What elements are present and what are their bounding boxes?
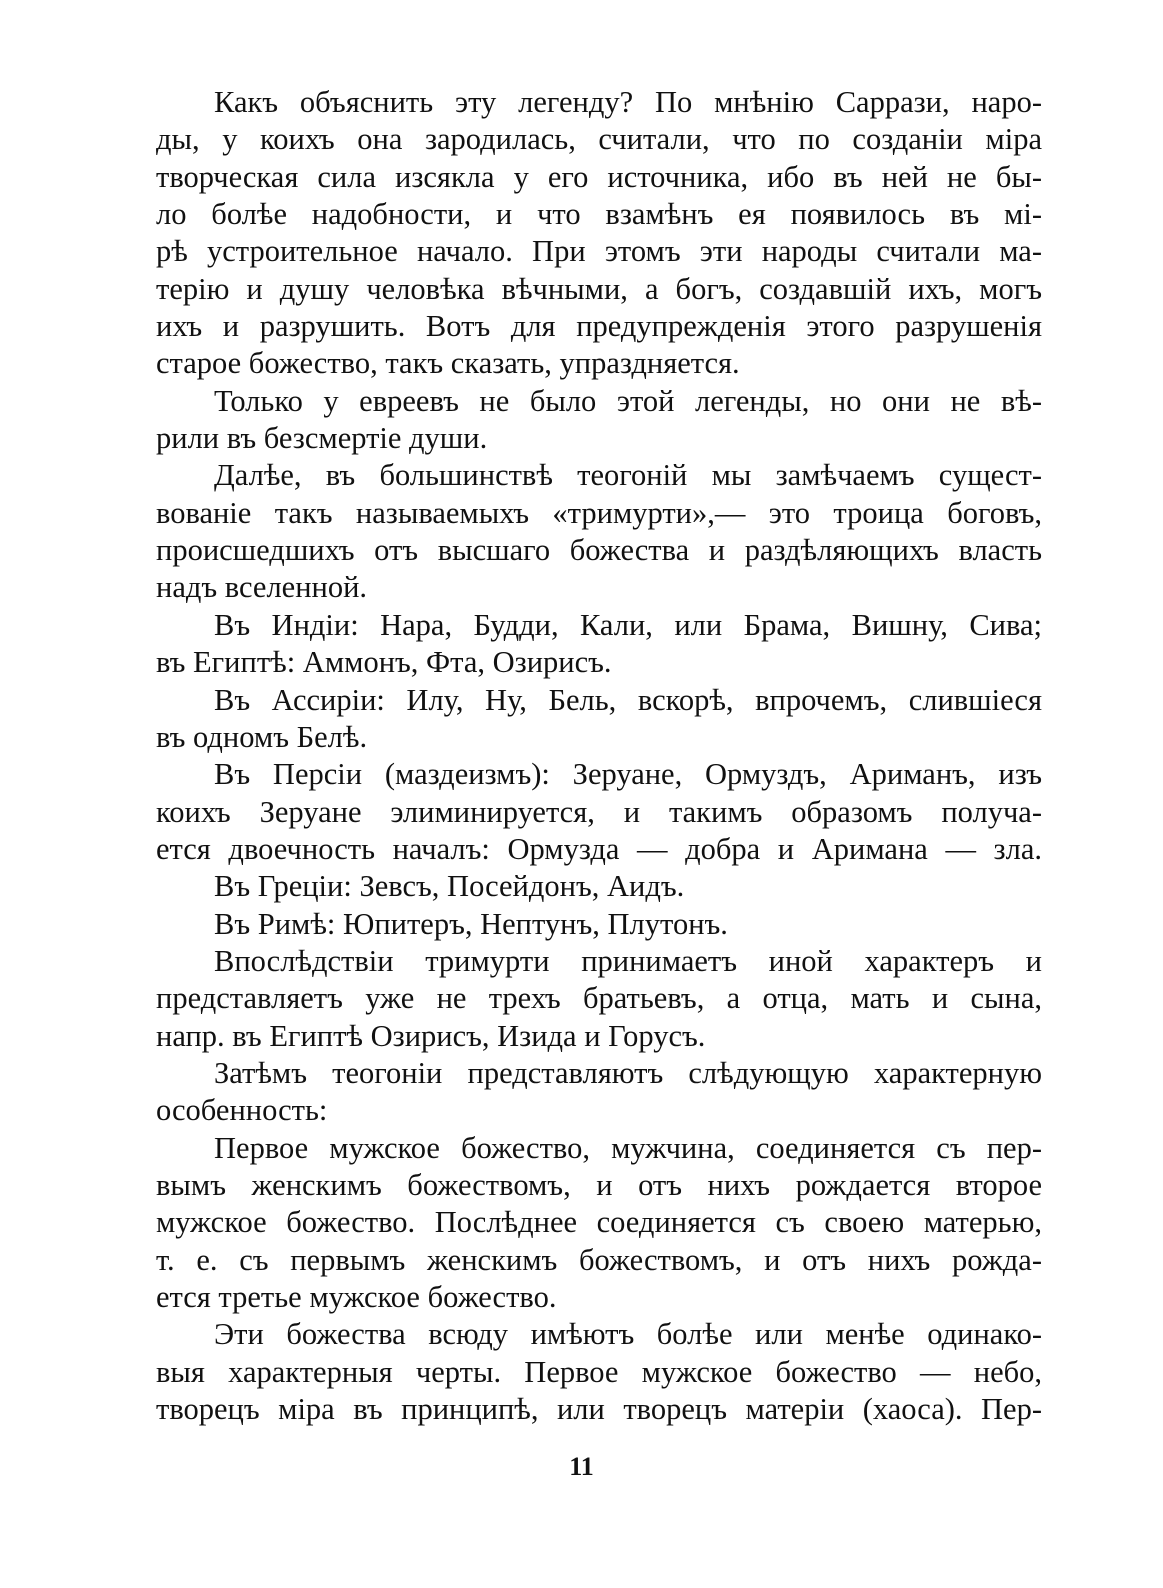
text-line: ется третье мужское божество. — [156, 1280, 557, 1314]
text-line: представляетъ уже не трехъ братьевъ, а отца, мать и сына, — [156, 981, 1042, 1016]
text-line: ихъ и разрушить. Вотъ для предупрежденія этого разрушенія — [156, 309, 1042, 344]
text-line: ется двоечность началъ: Ормузда — добра и Аримана — зла. — [156, 831, 1042, 866]
text-line: Впослѣдствіи тримурти принимаетъ иной характеръ и — [214, 943, 1042, 978]
text-line: терію и душу человѣка вѣчными, а богъ, создавшій ихъ, могъ — [156, 271, 1042, 306]
text-line: вымъ женскимъ божествомъ, и отъ нихъ рождается второе — [156, 1167, 1042, 1202]
text-line: ло болѣе надобности, и что взамѣнъ ея появилось въ мі- — [156, 197, 1042, 232]
text-line: надъ вселенной. — [156, 570, 368, 605]
text-line: вованіе такъ называемыхъ «тримурти»,— это троица боговъ, — [156, 495, 1042, 530]
text-line: ды, у коихъ она зародилась, считали, что по созданіи міра — [156, 122, 1042, 157]
text-line: Эти божества всюду имѣютъ болѣе или менѣе одинако- — [214, 1317, 1042, 1352]
text-line: напр. въ Египтѣ Озирисъ, Изида и Горусъ. — [156, 1018, 706, 1053]
text-line: происшедшихъ отъ высшаго божества и раздѣляющихъ власть — [156, 533, 1042, 568]
text-line: старое божество, такъ сказать, упраздняется. — [156, 346, 740, 381]
text-line: Затѣмъ теогоніи представляютъ слѣдующую характерную — [214, 1055, 1042, 1090]
text-line: особенность: — [156, 1093, 328, 1128]
text-line: Въ Персіи (маздеизмъ): Зеруане, Ормуздъ, Ариманъ, изъ — [214, 757, 1042, 792]
text-line: Въ Ассиріи: Илу, Ну, Бель, вскорѣ, впрочемъ, слившіеся — [214, 682, 1042, 717]
text-line: т. е. съ первымъ женскимъ божествомъ, и отъ нихъ рожда- — [156, 1242, 1042, 1277]
text-line: рѣ устроительное начало. При этомъ эти народы считали ма- — [156, 234, 1042, 269]
text-line: Въ Римѣ: Юпитеръ, Нептунъ, Плутонъ. — [214, 906, 728, 941]
text-line: Далѣе, въ большинствѣ теогоній мы замѣчаемъ сущест- — [214, 458, 1042, 493]
body-text — [156, 84, 1042, 1428]
text-line: коихъ Зеруане элиминируется, и такимъ образомъ получа- — [156, 794, 1042, 829]
text-line: Какъ объяснить эту легенду? По мнѣнію Саррази, наро- — [214, 85, 1042, 119]
page-number: 11 — [569, 1452, 594, 1481]
text-line: Первое мужское божество, мужчина, соединяется съ пер- — [214, 1130, 1042, 1165]
text-line: выя характерныя черты. Первое мужское божество — небо, — [156, 1354, 1042, 1389]
text-line: творческая сила изсякла у его источника, ибо въ ней не бы- — [156, 159, 1042, 194]
text-line: творецъ міра въ принципѣ, или творецъ матеріи (хаоса). Пер- — [156, 1392, 1042, 1427]
text-line: въ Египтѣ: Аммонъ, Фта, Озирисъ. — [156, 645, 612, 680]
text-line: Только у евреевъ не было этой легенды, но они не вѣ- — [214, 383, 1042, 418]
text-line: рили въ безсмертіе души. — [156, 421, 488, 456]
text-line: въ одномъ Белѣ. — [156, 719, 368, 754]
text-line: Въ Индіи: Нара, Будди, Кали, или Брама, Вишну, Сива; — [214, 607, 1042, 642]
text-line: мужское божество. Послѣднее соединяется съ своею матерью, — [156, 1205, 1042, 1240]
text-line: Въ Греціи: Зевсъ, Посейдонъ, Аидъ. — [214, 869, 685, 904]
